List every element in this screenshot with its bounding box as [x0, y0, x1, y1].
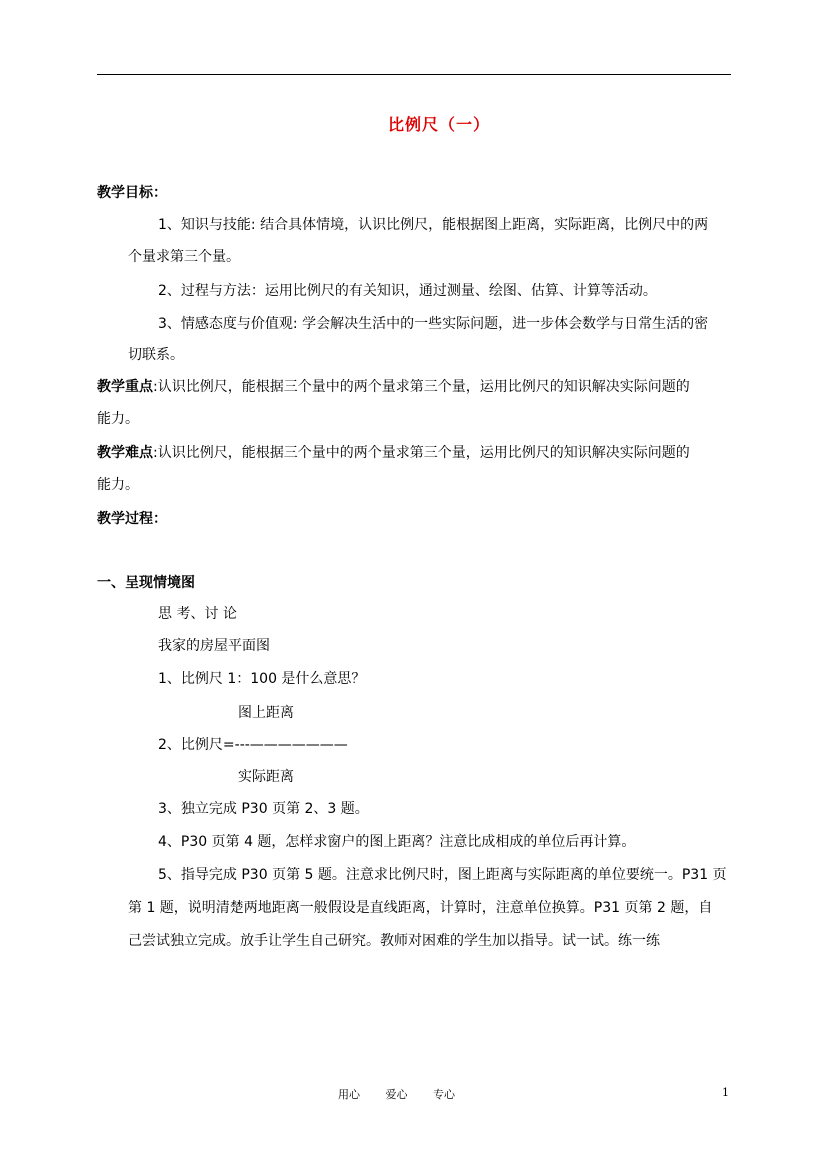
objective-1-line-1: 1、知识与技能: 结合具体情境，认识比例尺，能根据图上距离，实际距离，比例尺中的两	[158, 217, 709, 233]
objective-2: 2、过程与方法：运用比例尺的有关知识，通过测量、绘图、估算、计算等活动。	[158, 283, 657, 299]
page-number: 1	[722, 1086, 729, 1099]
think-discuss: 思 考、讨 论	[158, 606, 237, 622]
key-points-text: :认识比例尺，能根据三个量中的两个量求第三个量，运用比例尺的知识解决实际问题的	[153, 379, 690, 395]
key-points-line-1	[97, 377, 690, 397]
question-2: 2、比例尺=---———————	[158, 737, 348, 753]
key-points-label: 教学重点	[97, 379, 153, 395]
key-points-line-2: 能力。	[97, 411, 139, 427]
footer-motto-item: 专心	[433, 1088, 455, 1101]
difficult-points-label: 教学难点	[97, 445, 153, 461]
question-5-line-2: 第 1 题，说明清楚两地距离一般假设是直线距离，计算时，注意单位换算。P31 页第 2 题，自	[128, 900, 713, 916]
difficult-points-text: :认识比例尺，能根据三个量中的两个量求第三个量，运用比例尺的知识解决实际问题的	[153, 445, 690, 461]
difficult-points-line-2: 能力。	[97, 477, 139, 493]
objective-3-line-1: 3、情感态度与价值观: 学会解决生活中的一些实际问题，进一步体会数学与日常生活的密	[158, 316, 709, 332]
section-1-heading: 一、呈现情境图	[97, 575, 195, 591]
objective-1-line-2: 个量求第三个量。	[128, 249, 240, 265]
footer-motto-item: 用心	[338, 1088, 360, 1101]
fraction-numerator: 图上距离	[238, 705, 294, 721]
fraction-denominator: 实际距离	[238, 769, 294, 785]
footer-motto-item: 爱心	[385, 1088, 408, 1101]
question-4: 4、P30 页第 4 题，怎样求窗户的图上距离？注意比成相成的单位后再计算。	[158, 834, 636, 850]
difficult-points-line-1	[97, 443, 690, 463]
document-title: 比例尺（一）	[388, 115, 491, 134]
question-1: 1、比例尺 1：100 是什么意思？	[158, 671, 366, 687]
question-5-line-3: 己尝试独立完成。放手让学生自己研究。教师对困难的学生加以指导。试一试。练一练	[128, 933, 660, 949]
process-heading: 教学过程：	[97, 511, 167, 527]
question-5-line-1: 5、指导完成 P30 页第 5 题。注意求比例尺时，图上距离与实际距离的单位要统一。P31 页	[158, 867, 727, 883]
floor-plan-label: 我家的房屋平面图	[158, 638, 270, 654]
objective-3-line-2: 切联系。	[128, 347, 184, 363]
question-3: 3、独立完成 P30 页第 2、3 题。	[158, 801, 369, 817]
footer-motto	[338, 1086, 477, 1102]
header-rule	[97, 74, 731, 75]
objectives-heading: 教学目标：	[97, 185, 167, 201]
